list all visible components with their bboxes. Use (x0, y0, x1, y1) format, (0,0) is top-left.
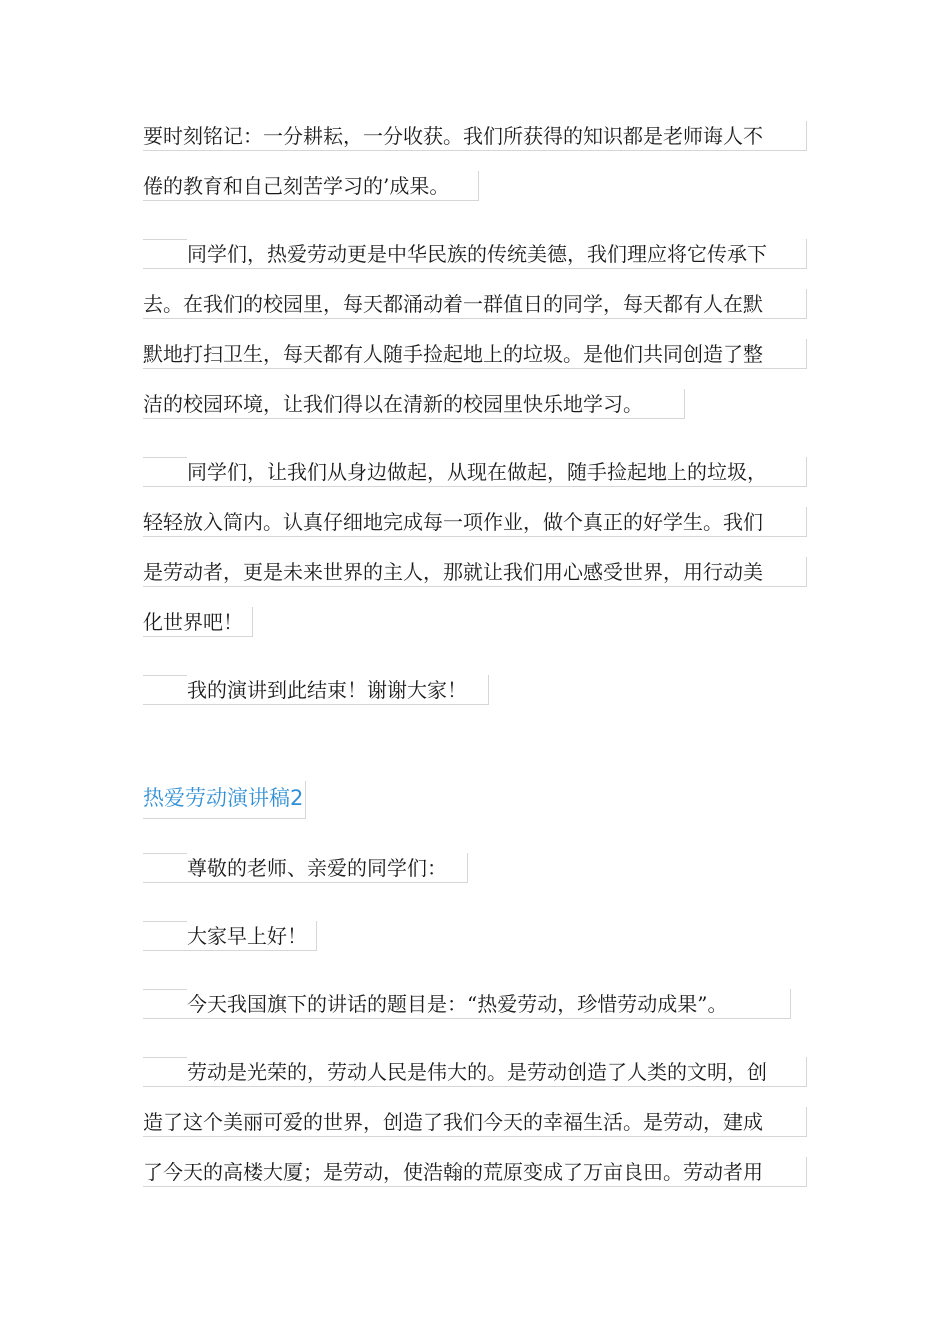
paragraph-line: 洁的校园环境，让我们得以在清新的校园里快乐地学习。 (143, 389, 685, 419)
paragraph-line: 造了这个美丽可爱的世界，创造了我们今天的幸福生活。是劳动，建成 (143, 1107, 807, 1137)
paragraph-line: 倦的教育和自己刻苦学习的’成果。 (143, 171, 479, 201)
salutation-line: 尊敬的老师、亲爱的同学们： (143, 853, 468, 883)
greeting-line: 大家早上好！ (143, 921, 317, 951)
paragraph-line: 劳动是光荣的，劳动人民是伟大的。是劳动创造了人类的文明，创 (143, 1057, 807, 1087)
paragraph-line: 要时刻铭记：一分耕耘，一分收获。我们所获得的知识都是老师诲人不 (143, 121, 807, 151)
paragraph-line: 默地打扫卫生，每天都有人随手捡起地上的垃圾。是他们共同创造了整 (143, 339, 807, 369)
paragraph-line: 同学们，热爱劳动更是中华民族的传统美德，我们理应将它传承下 (143, 239, 807, 269)
paragraph-line: 同学们，让我们从身边做起，从现在做起，随手捡起地上的垃圾， (143, 457, 807, 487)
paragraph-line: 去。在我们的校园里，每天都涌动着一群值日的同学，每天都有人在默 (143, 289, 807, 319)
paragraph-line: 是劳动者，更是未来世界的主人，那就让我们用心感受世界，用行动美 (143, 557, 807, 587)
paragraph-line: 了今天的高楼大厦；是劳动，使浩翰的荒原变成了万亩良田。劳动者用 (143, 1157, 807, 1187)
section-heading: 热爱劳动演讲稿2 (143, 781, 306, 819)
topic-line: 今天我国旗下的讲话的题目是：“热爱劳动，珍惜劳动成果”。 (143, 989, 791, 1019)
paragraph-line: 我的演讲到此结束！谢谢大家！ (143, 675, 489, 705)
paragraph-line: 轻轻放入筒内。认真仔细地完成每一项作业，做个真正的好学生。我们 (143, 507, 807, 537)
paragraph-line: 化世界吧！ (143, 607, 253, 637)
